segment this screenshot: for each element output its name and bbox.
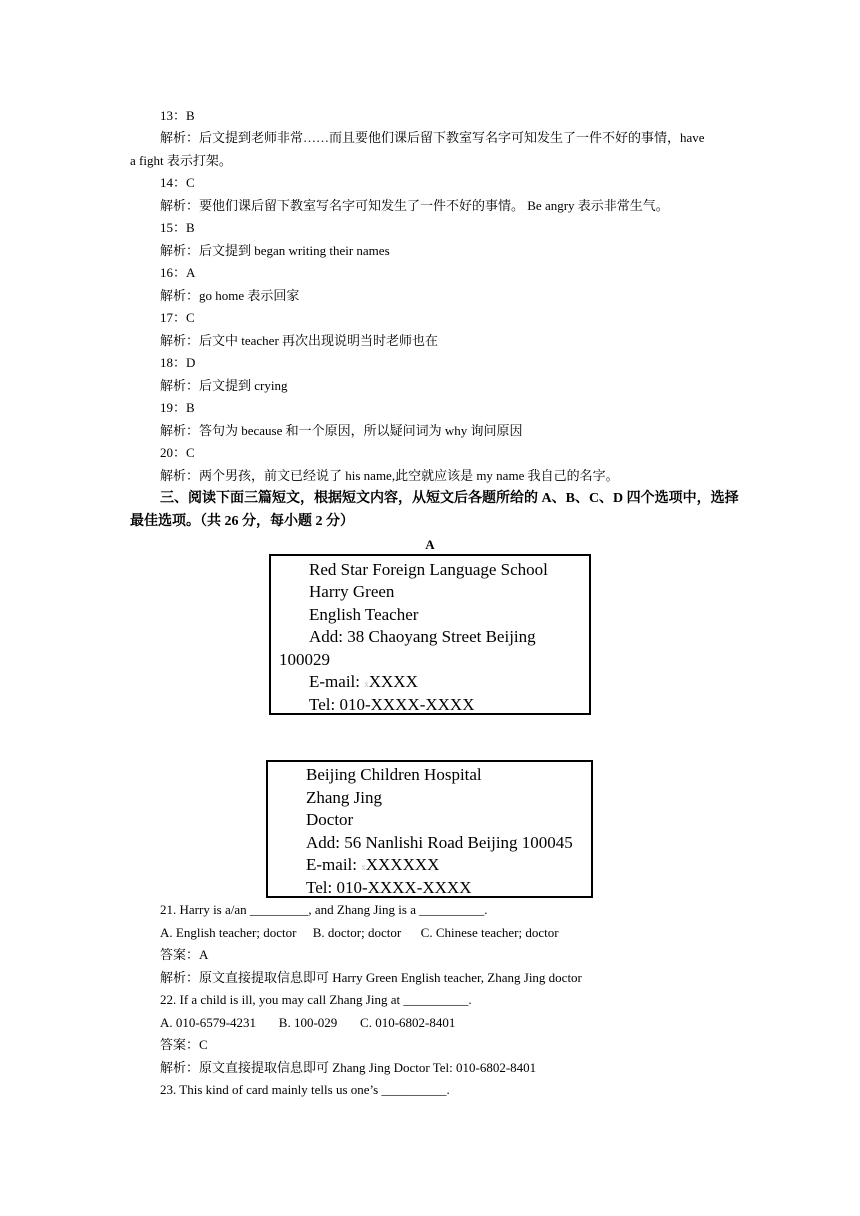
card-title: Doctor bbox=[306, 810, 354, 829]
answer-20: 20：C bbox=[160, 445, 195, 460]
answer-15: 15：B bbox=[160, 220, 195, 235]
explanation-13: 解析：后文提到老师非常……而且要他们课后留下教室写名字可知发生了一件不好的事情，have bbox=[160, 130, 705, 145]
passage-label: A bbox=[425, 537, 435, 552]
question-21: 21. Harry is a/an _________, and Zhang Jing is a __________. bbox=[160, 902, 488, 917]
business-card-doctor bbox=[266, 760, 593, 898]
options-22: A. 010-6579-4231 B. 100-029 C. 010-6802-8401 bbox=[160, 1015, 456, 1030]
explanation-14: 解析：要他们课后留下教室写名字可知发生了一件不好的事情。 Be angry 表示非常生气。 bbox=[160, 198, 669, 213]
explanation-22: 解析：原文直接提取信息即可 Zhang Jing Doctor Tel: 010-6802-8401 bbox=[160, 1060, 537, 1075]
explanation-13-cont: a fight 表示打架。 bbox=[130, 153, 232, 168]
card-zip: 100029 bbox=[279, 650, 330, 669]
card-tel: Tel: 010-XXXX-XXXX bbox=[306, 878, 472, 897]
card-hospital: Beijing Children Hospital bbox=[306, 765, 482, 784]
answer-22: 答案：C bbox=[160, 1037, 208, 1052]
explanation-20: 解析：两个男孩，前文已经说了 his name,此空就应该是 my name 我自己的名字。 bbox=[160, 468, 619, 483]
answer-13: 13：B bbox=[160, 108, 195, 123]
card-title: English Teacher bbox=[309, 605, 419, 624]
question-23: 23. This kind of card mainly tells us one’s __________. bbox=[160, 1082, 450, 1097]
explanation-21: 解析：原文直接提取信息即可 Harry Green English teacher, Zhang Jing doctor bbox=[160, 970, 582, 985]
section-heading: 三、阅读下面三篇短文，根据短文内容，从短文后各题所给的 A、B、C、D 四个选项中，选择 bbox=[160, 491, 739, 506]
card-email: E-mail: xXXXXXX bbox=[306, 855, 440, 874]
answer-14: 14：C bbox=[160, 175, 195, 190]
card-name: Zhang Jing bbox=[306, 788, 383, 807]
answer-19: 19：B bbox=[160, 400, 195, 415]
explanation-16: 解析：go home 表示回家 bbox=[160, 288, 300, 303]
card-address: Add: 38 Chaoyang Street Beijing bbox=[309, 627, 536, 646]
card-email: E-mail: xXXXX bbox=[309, 672, 418, 691]
email-mark: x bbox=[364, 679, 369, 689]
explanation-15: 解析：后文提到 began writing their names bbox=[160, 243, 390, 258]
explanation-17: 解析：后文中 teacher 再次出现说明当时老师也在 bbox=[160, 333, 439, 348]
email-mark: x bbox=[361, 862, 366, 872]
card-school: Red Star Foreign Language School bbox=[309, 560, 548, 579]
card-name: Harry Green bbox=[309, 582, 395, 601]
section-heading-cont: 最佳选项。（共 26 分，每小题 2 分） bbox=[130, 514, 354, 529]
answer-18: 18：D bbox=[160, 355, 196, 370]
card-tel: Tel: 010-XXXX-XXXX bbox=[309, 695, 475, 714]
question-22: 22. If a child is ill, you may call Zhang Jing at __________. bbox=[160, 992, 472, 1007]
answer-17: 17：C bbox=[160, 310, 195, 325]
explanation-19: 解析：答句为 because 和一个原因，所以疑问词为 why 询问原因 bbox=[160, 423, 523, 438]
business-card-teacher bbox=[269, 554, 591, 715]
answer-16: 16：A bbox=[160, 265, 196, 280]
explanation-18: 解析：后文提到 crying bbox=[160, 378, 288, 393]
answer-21: 答案：A bbox=[160, 947, 209, 962]
options-21: A. English teacher; doctor B. doctor; doctor C. Chinese teacher; doctor bbox=[160, 925, 559, 940]
card-address: Add: 56 Nanlishi Road Beijing 100045 bbox=[306, 833, 573, 852]
